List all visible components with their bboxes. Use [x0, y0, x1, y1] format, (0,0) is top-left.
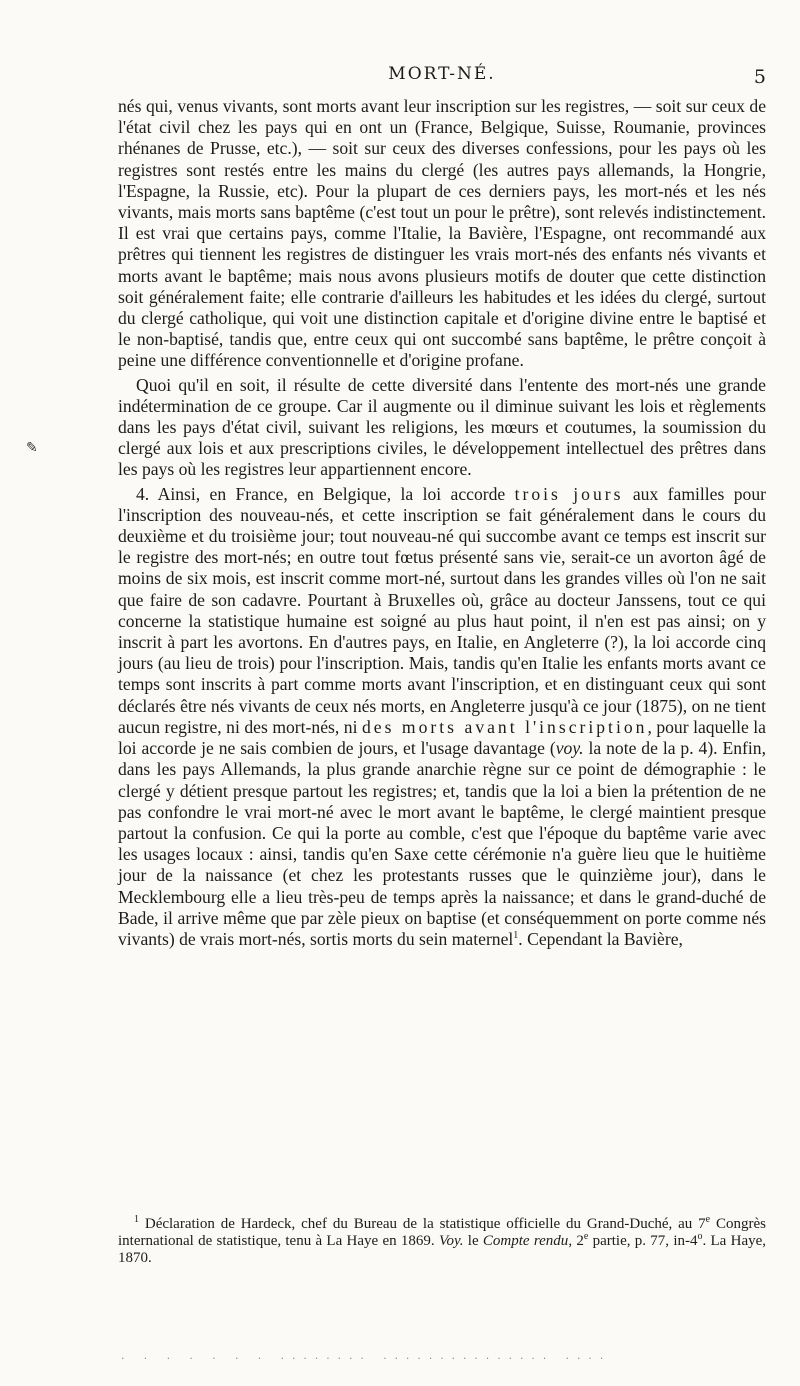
paragraph-continuation: nés qui, venus vivants, sont morts avant leur inscription sur les registres, — soit sur ceux de l'état civil chez les pays qui en ont un (France, Belgique, Suisse, Roumanie, provinces rhénanes de Prusse, etc.), — soit sur ceux des diverses confessions, pour les pays où les registres sont restés entre les mains du clergé (les autres pays allemands, la Hongrie, l'Espagne, la Russie, etc). Pour la plupart de ces derniers pays, les mort-nés et les nés vivants, mais morts sans baptême (c'est tout un pour le prêtre), sont relevés indistinctement. Il est vrai que certains pays, comme l'Italie, la Bavière, l'Espagne, ont recommandé aux prêtres qui tiennent les registres de distinguer les vrais mort-nés des enfants nés vivants et morts avant le baptême; mais nous avons plusieurs motifs de douter que cette distinction soit généralement faite; elle contrarie d'ailleurs les habitudes et les idées du clergé, surtout du clergé catholique, qui voit une distinction capitale et d'origine divine entre le baptisé et le non-baptisé, tandis que, entre ceux qui ont succombé sans baptême, le prêtre conçoit à peine une différence conventionnelle et d'origine profane.	[118, 96, 766, 371]
superscript: e	[583, 1231, 589, 1242]
spaced-emphasis: des morts avant l'inscription	[361, 716, 648, 737]
running-title: MORT-NÉ.	[388, 64, 496, 84]
footnote-marker: 1	[134, 1214, 139, 1225]
body-text	[118, 96, 766, 953]
text-run: , 2	[568, 1233, 584, 1249]
text-run: la note de la p. 4). Enfin, dans les pays Allemands, la plus grande anarchie règne sur ce point de démographie : le clergé y détient presque partout les registres; et, tandis que la loi a bien la prétention de ne pas confondre le vrai mort-né avec le mort avant le baptême, le clergé maintient presque partout la confusion. Ce qui la porte au comble, c'est que l'époque du baptême varie avec les usages locaux : ainsi, tandis qu'en Saxe cette cérémonie n'a guère lieu que le huitième jour de la naissance (et chez les protestants russes que le quinzième jour), dans le Mecklembourg elle a lieu très-peu de temps après la naissance; et dans le grand-duché de Bade, il arrive même que par zèle pieux on baptise (et conséquemment on porte comme nés vivants) de vrais mort-nés, sortis morts du sein maternel	[118, 738, 766, 949]
italic-text: Compte rendu	[482, 1233, 569, 1249]
italic-text: voy.	[555, 738, 584, 759]
superscript: e	[705, 1214, 711, 1225]
text-run: partie, p. 77, in-4	[588, 1233, 698, 1249]
footnote-reference: 1	[513, 930, 519, 942]
text-run: . La Haye, 1870.	[118, 1233, 767, 1266]
text-run: , pour laquelle la loi accorde je ne sais combien de jours, et l'usage davantage (	[118, 716, 766, 759]
superscript: o	[697, 1231, 703, 1242]
footnote-1	[118, 1216, 766, 1267]
italic-text: Voy.	[438, 1233, 464, 1249]
text-run: aux familles pour l'inscription des nouveau-nés, et cette inscription se fait généralement dans le cours du deuxième et du troisième jour; tout nouveau-né qui succombe avant ce temps est inscrit sur le registre des mort-nés; en outre tout fœtus présenté sans vie, serait-ce un avorton âgé de moins de six mois, est inscrit comme mort-né, surtout dans les grandes villes où l'on ne sait que faire de son cadavre. Pourtant à Bruxelles où, grâce au docteur Janssens, tout ce qui concerne la statistique humaine est soigné au plus haut point, il n'en est pas ainsi; on y inscrit à part les avortons. En d'autres pays, en Italie, en Angleterre (?), la loi accorde cinq jours (au lieu de trois) pour l'inscription. Mais, tandis qu'en Italie les enfants morts avant ce temps sont inscrits à part comme morts avant l'inscription, et en distinguant ceux qui sont déclarés être nés vivants de ceux nés morts, en Angleterre jusqu'à ce jour (1875), on ne tient aucun registre, ni des mort-nés, ni	[118, 483, 766, 737]
margin-mark-icon: ✎	[26, 440, 38, 456]
paragraph-section-4	[118, 484, 766, 950]
page-header	[118, 60, 766, 90]
bottom-scan-marks: . . . . . . . ........ ............... ....	[120, 1352, 611, 1362]
text-run: le	[463, 1233, 483, 1249]
text-run: Congrès international de statistique, tenu à La Haye en 1869.	[118, 1216, 766, 1249]
paragraph-quoi-quil-en-soit: Quoi qu'il en soit, il résulte de cette diversité dans l'entente des mort-nés une grande indétermination de ce groupe. Car il augmente ou il diminue suivant les lois et règlements dans les pays d'état civil, suivant les religions, les mœurs et coutumes, la soumission du clergé aux lois et aux prescriptions civiles, le développement intellectuel des prêtres dans les pays où les registres leur appartiennent encore.	[118, 374, 766, 480]
page-number: 5	[753, 66, 766, 88]
footnotes	[118, 1216, 766, 1267]
text-run: 4. Ainsi, en France, en Belgique, la loi accorde	[136, 483, 515, 504]
text-run: Déclaration de Hardeck, chef du Bureau de la statistique officielle du Grand-Duché, au 7	[139, 1216, 706, 1232]
spaced-emphasis: trois jours	[514, 483, 624, 504]
text-run: . Cependant la Bavière,	[518, 928, 683, 949]
